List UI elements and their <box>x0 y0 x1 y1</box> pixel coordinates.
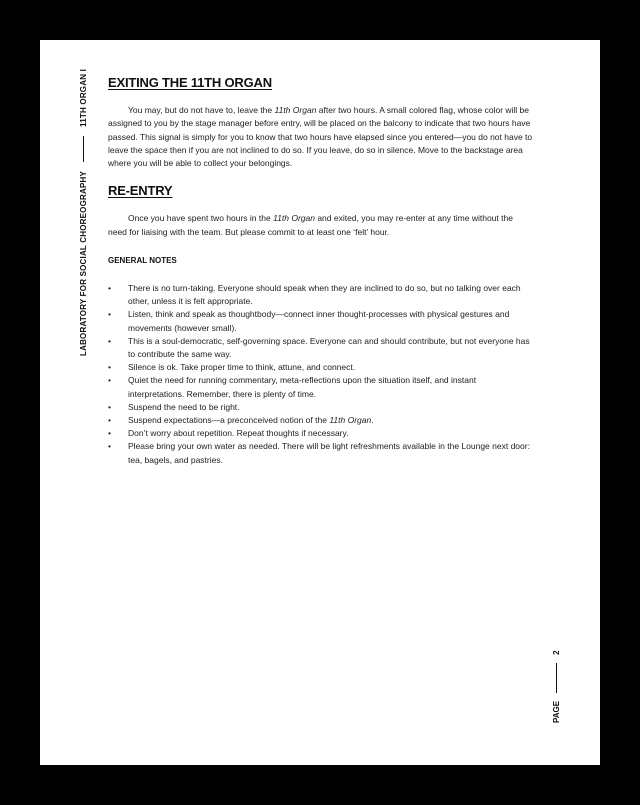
bullet-icon: • <box>108 441 111 452</box>
bullet-icon: • <box>108 362 111 373</box>
page-number: 2 <box>552 650 561 655</box>
bullet-icon: • <box>108 375 111 386</box>
general-notes-heading: GENERAL NOTES <box>108 255 177 265</box>
list-item: • Suspend the need to be right. <box>108 401 534 414</box>
bullet-icon: • <box>108 283 111 294</box>
general-notes-list <box>108 282 534 467</box>
list-item: • Quiet the need for running commentary, meta-reflections upon the situation itself, and instant interpretations. Remember, there is plenty of time. <box>108 375 477 399</box>
list-item: • Don’t worry about repetition. Repeat thoughts if necessary. <box>108 427 534 440</box>
bullet-icon: • <box>108 401 111 412</box>
page-footer <box>552 650 561 723</box>
bullet-icon: • <box>108 428 111 439</box>
section-title-reentry: RE-ENTRY <box>108 183 173 199</box>
list-item: • Please bring your own water as needed. There will be light refreshments available in the Lounge next door: tea, bagels, and pastries. <box>108 441 530 465</box>
bullet-icon: • <box>108 415 111 426</box>
bullet-icon: • <box>108 309 111 320</box>
bullet-icon: • <box>108 335 111 346</box>
paragraph-exiting: You may, but do not have to, leave the 11th Organ after two hours. A small colored flag, whose color will be assigned to you by the stage manager before entry, will be placed on the balcony to indicate that two hours have passed. This signal is simply for you to know that two hours have elapsed since you entered—you do not have to leave the space then if you are not inclined to do so. If you leave, do so in silence. Move to the backstage area where you will be able to collect your belongings. <box>108 105 533 169</box>
running-header <box>79 69 88 356</box>
list-item: • This is a soul-democratic, self-governing space. Everyone can and should contribute, but not everyone has to contribute the same way. <box>108 335 530 360</box>
paragraph-reentry: Once you have spent two hours in the 11th Organ and exited, you may re-enter at any time without the need for liaising with the team. But please commit to at least one ‘felt’ hour. <box>108 213 513 237</box>
header-divider <box>83 136 84 162</box>
header-organ-title: 11TH ORGAN I <box>79 68 88 127</box>
section-title-exiting: EXITING THE 11TH ORGAN <box>108 75 272 90</box>
list-item: • There is no turn-taking. Everyone should speak when they are inclined to do so, but no talking over each other, unless it is felt appropriate. <box>108 283 521 307</box>
list-item: • Listen, think and speak as thoughtbody—connect inner thought-processes with physical gestures and movements (however small). <box>108 309 510 333</box>
header-lab-title: LABORATORY FOR SOCIAL CHOREOGRAPHY <box>79 170 88 356</box>
page-divider <box>556 663 557 693</box>
page-content <box>108 76 534 467</box>
list-item: • Suspend expectations—a preconceived notion of the 11th Organ. <box>108 414 534 427</box>
page-label: PAGE <box>552 700 561 723</box>
list-item: • Silence is ok. Take proper time to think, attune, and connect. <box>108 361 534 374</box>
